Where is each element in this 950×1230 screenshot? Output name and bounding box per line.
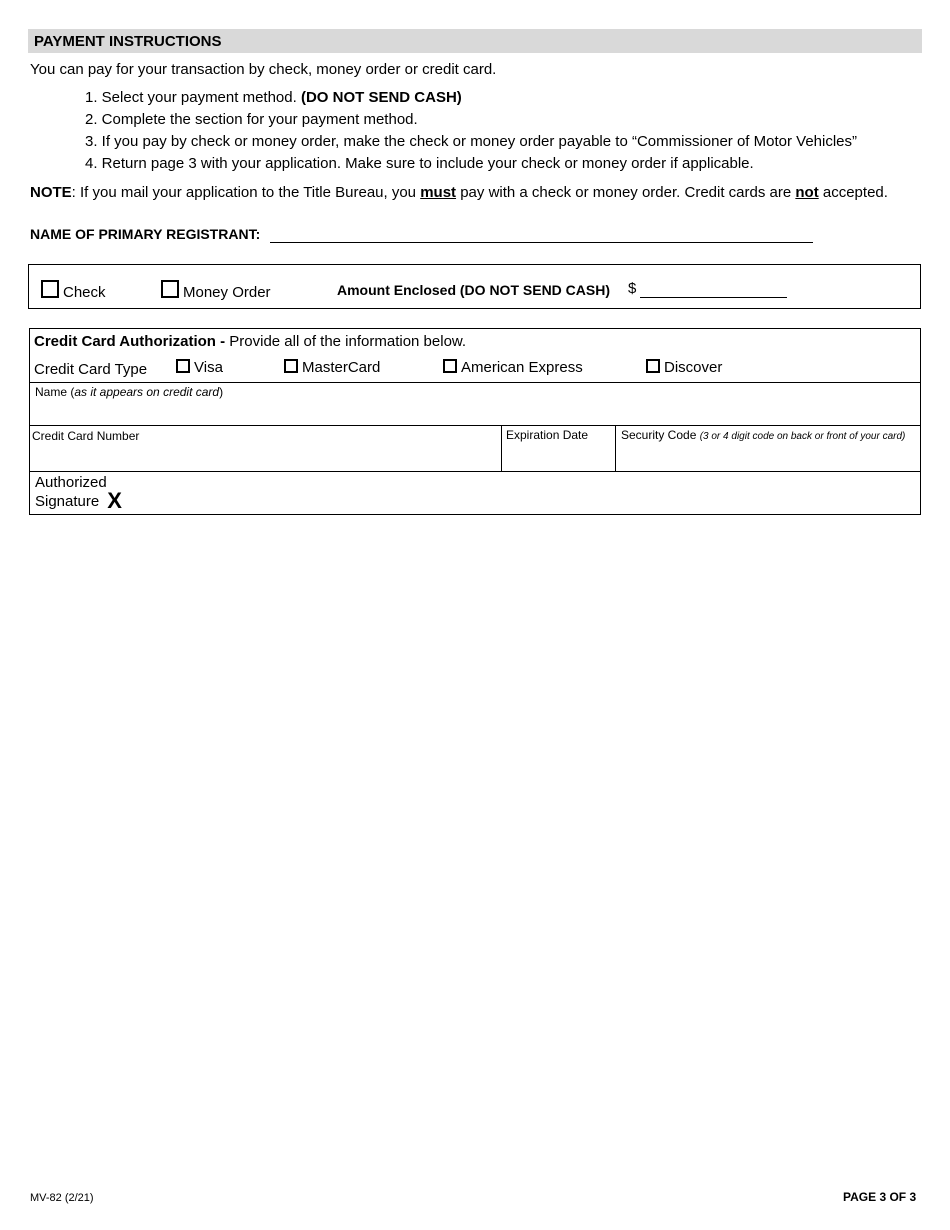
mastercard-checkbox[interactable]	[284, 359, 298, 373]
signature-field[interactable]: Authorized Signature X	[35, 474, 122, 513]
amount-enclosed-label: Amount Enclosed (DO NOT SEND CASH)	[337, 282, 611, 298]
mastercard-option[interactable]: MasterCard	[284, 359, 380, 376]
credit-card-title: Credit Card Authorization - Provide all of the information below.	[34, 333, 467, 350]
form-id: MV-82 (2/21)	[30, 1192, 94, 1204]
intro-text: You can pay for your transaction by check, money order or credit card.	[30, 61, 497, 78]
page-number: PAGE 3 OF 3	[843, 1190, 917, 1204]
expiration-date-field[interactable]: Expiration Date	[506, 428, 589, 442]
discover-option[interactable]: Discover	[646, 359, 722, 376]
credit-card-box	[29, 328, 921, 515]
card-number-field[interactable]: Credit Card Number	[32, 429, 140, 443]
divider	[615, 425, 616, 471]
divider	[29, 382, 921, 383]
security-code-field[interactable]: Security Code (3 or 4 digit code on back or front of your card)	[621, 428, 906, 442]
divider	[29, 425, 921, 426]
check-checkbox[interactable]	[41, 280, 59, 298]
step-item: 2. Complete the section for your payment method.	[85, 111, 418, 128]
check-option[interactable]: Check	[41, 280, 106, 301]
step-item: 3. If you pay by check or money order, make the check or money order payable to “Commissioner of Motor Vehicles”	[85, 133, 858, 150]
signature-mark: X	[107, 488, 122, 513]
money-order-checkbox[interactable]	[161, 280, 179, 298]
divider	[29, 471, 921, 472]
amex-option[interactable]: American Express	[443, 359, 583, 376]
amex-checkbox[interactable]	[443, 359, 457, 373]
visa-checkbox[interactable]	[176, 359, 190, 373]
registrant-name-field[interactable]	[270, 242, 813, 243]
cardholder-name-field[interactable]: Name (as it appears on credit card)	[35, 385, 224, 399]
divider	[501, 425, 502, 471]
discover-checkbox[interactable]	[646, 359, 660, 373]
instruction-steps	[85, 87, 857, 175]
registrant-label: NAME OF PRIMARY REGISTRANT:	[30, 226, 261, 242]
amount-field[interactable]	[640, 297, 787, 298]
note-text: NOTE: If you mail your application to the Title Bureau, you must pay with a check or money order. Credit cards are not accepted.	[30, 184, 888, 201]
visa-option[interactable]: Visa	[176, 359, 223, 376]
step-item: 1. Select your payment method. (DO NOT SEND CASH)	[85, 89, 462, 106]
card-type-label: Credit Card Type	[34, 361, 148, 378]
step-item: 4. Return page 3 with your application. Make sure to include your check or money order if applicable.	[85, 155, 754, 172]
dollar-sign: $	[628, 280, 637, 297]
section-title: PAYMENT INSTRUCTIONS	[34, 33, 222, 50]
money-order-option[interactable]: Money Order	[161, 280, 271, 301]
